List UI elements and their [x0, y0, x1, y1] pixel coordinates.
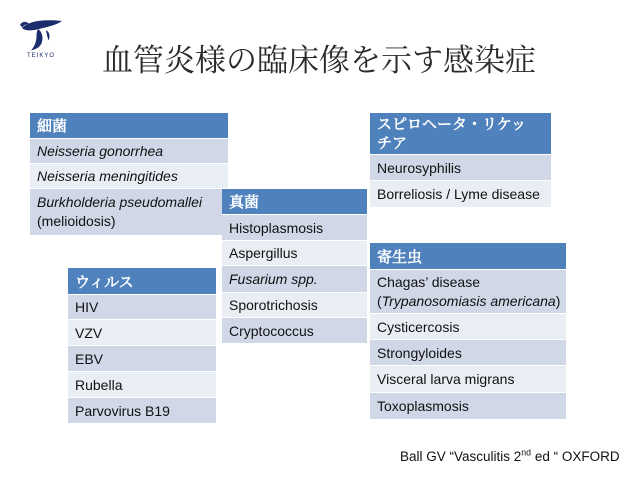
- table-header: [370, 113, 551, 155]
- organism-name: Borreliosis / Lyme disease: [377, 186, 540, 202]
- table-row: [68, 295, 216, 320]
- table-row: [370, 393, 566, 420]
- parasite-table: [370, 243, 566, 420]
- organism-name: Parvovirus B19: [75, 402, 170, 419]
- organism-name: Toxoplasmosis: [377, 398, 469, 414]
- table-header-label: スピロヘータ・リケッチア: [377, 115, 526, 152]
- table-row: [68, 320, 216, 346]
- table-row: [68, 372, 216, 398]
- table-row: [68, 398, 216, 424]
- organism-name: Sporotrichosis: [229, 297, 318, 313]
- virus-table: [68, 268, 216, 424]
- table-row: [370, 181, 551, 208]
- organism-name: HIV: [75, 299, 99, 315]
- table-header-label: ウィルス: [75, 273, 134, 291]
- table-row: [370, 314, 566, 340]
- note-paren-close: ): [555, 292, 561, 309]
- citation: [400, 448, 620, 466]
- table-row: [222, 215, 367, 241]
- organism-name: Fusarium spp.: [229, 271, 318, 287]
- table-row: [370, 366, 566, 393]
- citation-text: Ball GV “Vasculitis 2: [400, 449, 522, 464]
- table-row: [68, 346, 216, 372]
- table-row: [30, 189, 228, 236]
- table-row: [370, 340, 566, 366]
- table-header: [222, 189, 367, 215]
- table-row: [30, 164, 228, 189]
- table-row: [370, 270, 566, 314]
- table-row: [222, 318, 367, 344]
- organism-name: Strongyloides: [377, 344, 462, 361]
- organism-name: Visceral larva migrans: [377, 371, 515, 387]
- organism-name: Histoplasmosis: [229, 219, 324, 236]
- organism-scientific-name: Trypanosomiasis americana: [381, 292, 556, 309]
- table-row: [370, 155, 551, 181]
- bacteria-table: [30, 113, 228, 236]
- note-paren-open: (: [377, 292, 382, 309]
- organism-name: VZV: [75, 324, 103, 341]
- organism-name: Cryptococcus: [229, 322, 314, 339]
- table-row: [30, 139, 228, 164]
- table-header: [68, 268, 216, 295]
- organism-name: EBV: [75, 350, 104, 367]
- table-header-label: 細菌: [37, 118, 68, 135]
- organism-name: Cysticercosis: [377, 318, 460, 335]
- slide-title: 血管炎様の臨床像を示す感染症: [102, 43, 536, 79]
- organism-note: (melioidosis): [37, 213, 116, 229]
- table-header-label: 寄生虫: [377, 248, 423, 266]
- organism-name: Rubella: [75, 376, 123, 393]
- organism-note: [377, 292, 560, 311]
- table-row: [222, 293, 367, 318]
- organism-name: Aspergillus: [229, 245, 298, 261]
- logo-wordmark: TEIKYO: [26, 53, 55, 59]
- table-row: [222, 241, 367, 266]
- organism-name: Neisseria meningitides: [37, 168, 178, 184]
- table-header: [30, 113, 228, 139]
- table-header-label: 真菌: [229, 194, 260, 211]
- citation-text: ed “ OXFORD: [531, 449, 620, 464]
- citation-superscript: nd: [521, 447, 532, 458]
- table-row: [222, 266, 367, 293]
- organism-name: Neisseria gonorrhea: [37, 143, 164, 159]
- fungi-table: [222, 189, 367, 344]
- organism-name: Neurosyphilis: [377, 159, 462, 176]
- organism-name: Chagas’ disease: [377, 273, 480, 290]
- spirochete-rickettsia-table: [370, 113, 551, 208]
- table-header: [370, 243, 566, 270]
- organism-name: Burkholderia pseudomallei: [37, 194, 202, 210]
